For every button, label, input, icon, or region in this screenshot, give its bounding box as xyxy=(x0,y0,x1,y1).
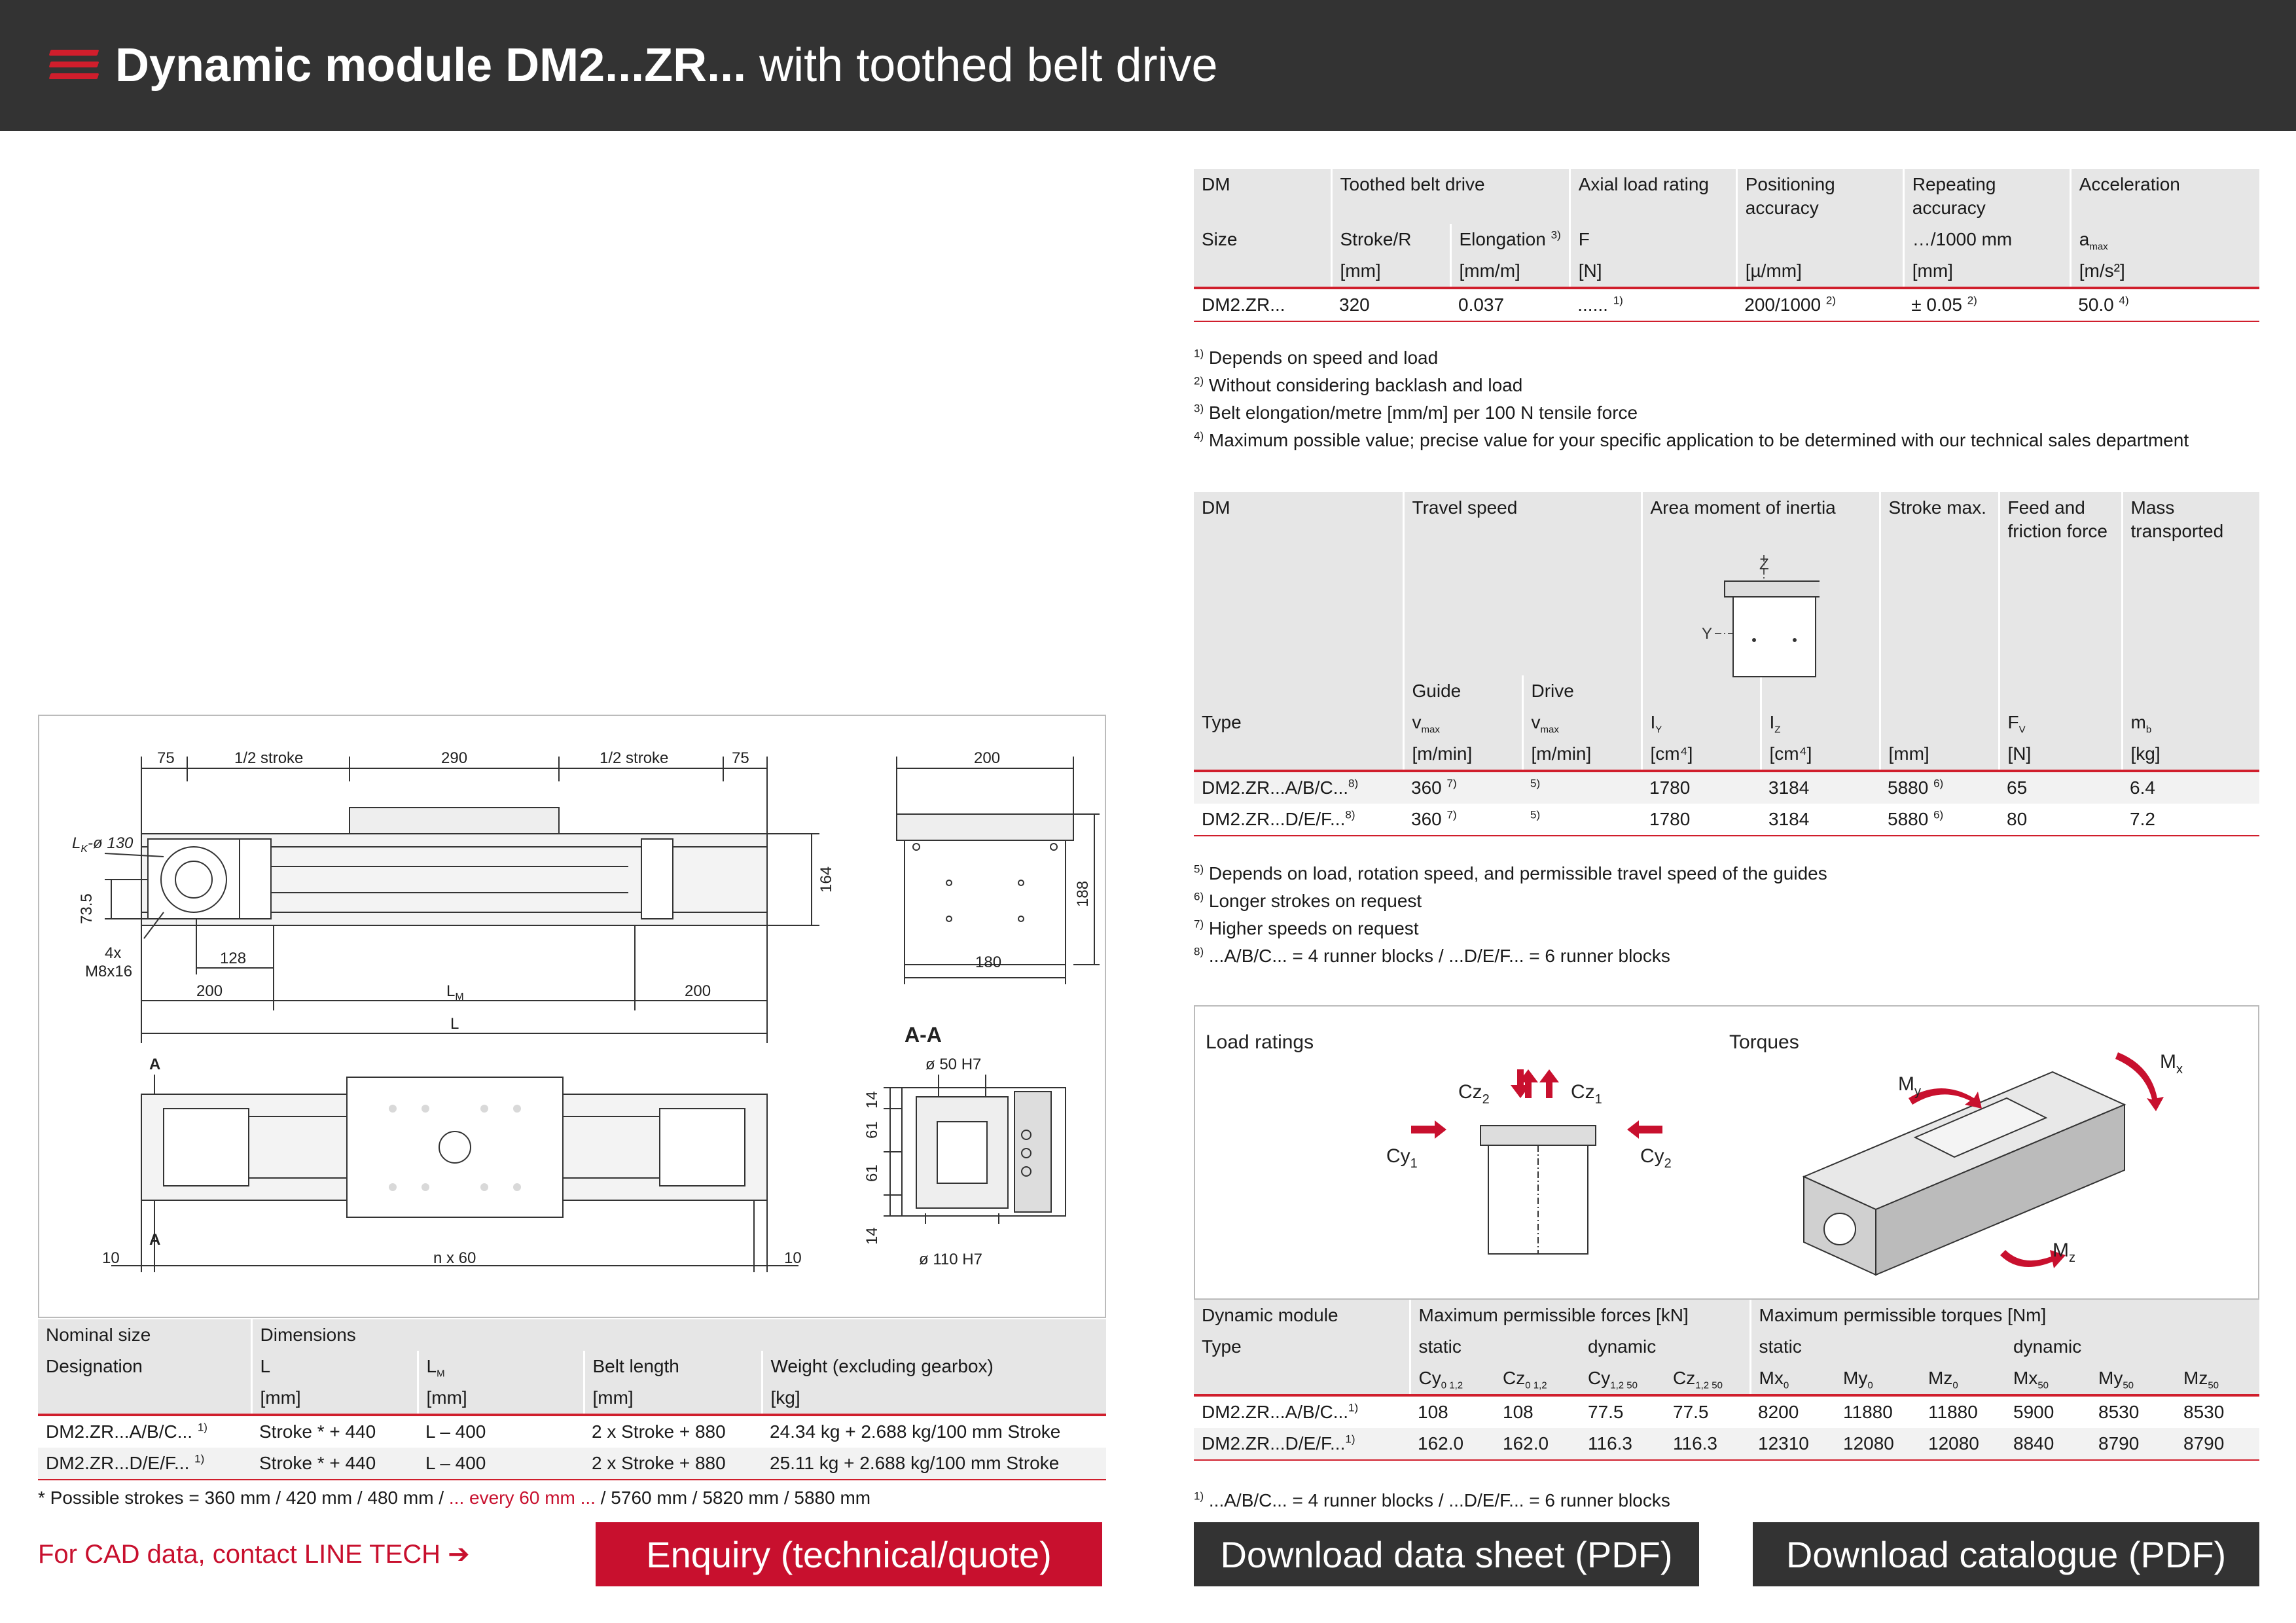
specs-h-blank xyxy=(1736,224,1903,255)
dim-10-right: 10 xyxy=(784,1249,802,1267)
table-row xyxy=(1194,1428,2259,1460)
specs-u-n: [N] xyxy=(1570,255,1736,288)
load-ratings-label: Load ratings xyxy=(1206,1031,1314,1053)
specs-h-size: Size xyxy=(1194,224,1331,255)
footnote: $^{3)}$ Belt elongation/metre [mm/m] per 100 N tensile force xyxy=(1194,402,1638,423)
drawing-svg xyxy=(39,716,1105,1317)
dims-h-weight: Weight (excluding gearbox) xyxy=(762,1351,1106,1382)
speed-h-vdrive: $v_{max}$ xyxy=(1522,707,1641,738)
speed-h-drive: Drive xyxy=(1522,675,1641,707)
technical-drawing xyxy=(38,715,1106,1318)
forces-val: 12080 xyxy=(1835,1428,1920,1460)
dims-h-nominal: Nominal size xyxy=(38,1319,251,1351)
speed-u-guide: [m/min] xyxy=(1403,738,1522,771)
dims-u-weight: [kg] xyxy=(762,1382,1106,1415)
footnote: $^{1)}$ Depends on speed and load xyxy=(1194,347,1439,368)
specs-u-mm: [mm] xyxy=(1331,255,1450,288)
download-datasheet-button[interactable]: Download data sheet (PDF) xyxy=(1194,1522,1699,1586)
speed-table xyxy=(1194,492,2259,836)
forces-type: DM2.ZR...D/E/F...$^{1)}$ xyxy=(1194,1428,1410,1460)
axis-y-label: Y xyxy=(1701,625,1712,643)
inertia-section-icon xyxy=(1702,555,1820,692)
speed-h-guide: Guide xyxy=(1403,675,1522,707)
section-marker-a-bottom: A xyxy=(149,1231,161,1249)
forces-col: $Cz_{1,2 50}$ xyxy=(1665,1363,1750,1395)
dim-61-bottom: 61 xyxy=(863,1164,881,1182)
enquiry-button[interactable]: Enquiry (technical/quote) xyxy=(596,1522,1102,1586)
brand-logo-icon xyxy=(50,50,99,80)
forces-h-maxt: Maximum permissible torques [Nm] xyxy=(1750,1300,2259,1331)
speed-iy: 1780 xyxy=(1641,771,1761,804)
speed-u-fv: [N] xyxy=(1999,738,2122,771)
speed-u-iy: [cm⁴] xyxy=(1641,738,1761,771)
dim-half-stroke-2: 1/2 stroke xyxy=(600,749,669,767)
forces-val: 11880 xyxy=(1843,1402,1893,1422)
forces-val: 116.3 xyxy=(1665,1428,1750,1460)
dims-l: Stroke * + 440 xyxy=(259,1421,376,1442)
dim-l: L xyxy=(450,1015,459,1033)
footnote: $^{6)}$ Longer strokes on request xyxy=(1194,890,1422,911)
dim-200-left: 200 xyxy=(196,982,223,1000)
download-catalogue-button[interactable]: Download catalogue (PDF) xyxy=(1753,1522,2259,1586)
forces-col: $My_{50}$ xyxy=(2090,1363,2176,1395)
dim-290: 290 xyxy=(441,749,468,767)
forces-val: 12310 xyxy=(1750,1428,1835,1460)
speed-stroke: 5880 $^{6)}$ xyxy=(1880,771,1999,804)
dims-weight: 25.11 kg + 2.688 kg/100 mm Stroke xyxy=(762,1448,1106,1480)
specs-h-f: F xyxy=(1570,224,1736,255)
dims-lm: L – 400 xyxy=(425,1421,486,1442)
speed-drive: 5) xyxy=(1522,771,1641,804)
forces-h-static1: static xyxy=(1410,1331,1580,1363)
forces-val: 108 xyxy=(1503,1402,1534,1422)
speed-h-stroke: Stroke max. xyxy=(1880,492,1999,675)
forces-h-dynamic1: dynamic xyxy=(1580,1331,1750,1363)
dim-61-top: 61 xyxy=(863,1121,881,1139)
specs-table xyxy=(1194,169,2259,322)
dim-73-5: 73.5 xyxy=(78,893,96,924)
dimensions-table xyxy=(38,1319,1106,1480)
forces-type: DM2.ZR...A/B/C...$^{1)}$ xyxy=(1202,1401,1359,1422)
forces-val: 11880 xyxy=(1928,1402,1978,1422)
forces-col: $Mz_0$ xyxy=(1920,1363,2005,1395)
speed-h-mb: $m_b$ xyxy=(2122,707,2259,738)
dims-weight: 24.34 kg + 2.688 kg/100 mm Stroke xyxy=(770,1421,1061,1442)
dims-h-designation: Designation xyxy=(38,1351,251,1382)
specs-h-amax: $a_{max}$ xyxy=(2070,224,2259,255)
section-marker-a-top: A xyxy=(149,1056,161,1073)
speed-u-stroke: [mm] xyxy=(1880,738,1999,771)
forces-val: 8200 xyxy=(1758,1402,1799,1422)
dims-h-l: L xyxy=(251,1351,418,1382)
speed-type: DM2.ZR...D/E/F...$^{8)}$ xyxy=(1194,804,1403,836)
cz1-label: $Cz_1$ xyxy=(1571,1081,1602,1107)
mx-label: $M_x$ xyxy=(2160,1051,2183,1077)
forces-note xyxy=(1194,1487,1670,1514)
load-diagram-svg xyxy=(1195,1007,2258,1298)
dim-14-bottom: 14 xyxy=(863,1227,881,1245)
dims-des: DM2.ZR...D/E/F... $^{1)}$ xyxy=(38,1448,251,1480)
forces-val: 77.5 xyxy=(1673,1402,1709,1422)
forces-h-type: Type xyxy=(1194,1331,1410,1363)
specs-h-rep-unit: …/1000 mm xyxy=(1903,224,2070,255)
dims-u-l: [mm] xyxy=(251,1382,418,1415)
dims-u-lm: [mm] xyxy=(418,1382,584,1415)
specs-u-mm2: [mm] xyxy=(1903,255,2070,288)
dim-10-left: 10 xyxy=(102,1249,120,1267)
specs-h-acc: Acceleration xyxy=(2070,169,2259,224)
dims-u-blank xyxy=(38,1382,251,1415)
cy2-label: $Cy_2$ xyxy=(1640,1145,1672,1171)
speed-h-fv: $F_V$ xyxy=(1999,707,2122,738)
dims-h-lm: $L_M$ xyxy=(418,1351,584,1382)
dim-bore-50: ø 50 H7 xyxy=(925,1056,982,1073)
speed-type: DM2.ZR...A/B/C...$^{8)}$ xyxy=(1194,771,1403,804)
forces-col: $Mx_{50}$ xyxy=(2005,1363,2090,1395)
footnote: $^{2)}$ Without considering backlash and load xyxy=(1194,374,1523,395)
forces-col: $My_0$ xyxy=(1835,1363,1920,1395)
specs-h-stroke: Stroke/R xyxy=(1331,224,1450,255)
torques-label: Torques xyxy=(1729,1031,1799,1053)
specs-h-elong: Elongation $^{3)}$ xyxy=(1450,224,1570,255)
table-row xyxy=(38,1415,1106,1448)
speed-fv: 80 xyxy=(1999,804,2122,836)
speed-h-dm: DM xyxy=(1194,492,1403,707)
speed-iz: 3184 xyxy=(1761,804,1880,836)
dim-164: 164 xyxy=(817,866,835,893)
table-row xyxy=(38,1448,1106,1480)
speed-h-area: Area moment of inertia Z Y xyxy=(1641,492,1880,675)
dims-h-dimensions: Dimensions xyxy=(251,1319,1106,1351)
specs-u-blank xyxy=(1194,255,1331,288)
specs-axial: ...... $^{1)}$ xyxy=(1570,288,1736,321)
speed-h-blank5 xyxy=(2122,675,2259,707)
stroke-note: * Possible strokes = 360 mm / 420 mm / 480 mm / ... every 60 mm ... / 5760 mm / 5820 mm / 5880 mm xyxy=(38,1488,871,1508)
speed-iz: 3184 xyxy=(1761,771,1880,804)
forces-col: $Mz_{50}$ xyxy=(2176,1363,2259,1395)
forces-col: $Cy_{1,2 50}$ xyxy=(1580,1363,1665,1395)
forces-val: 8840 xyxy=(2005,1428,2090,1460)
dim-180: 180 xyxy=(975,954,1002,971)
speed-guide: 360 $^{7)}$ xyxy=(1403,771,1522,804)
mz-label: $M_z$ xyxy=(2053,1240,2075,1265)
dims-u-belt: [mm] xyxy=(584,1382,762,1415)
forces-col: $Cy_{0 1,2}$ xyxy=(1410,1363,1495,1395)
speed-mb: 7.2 xyxy=(2122,804,2259,836)
axis-z-label: Z xyxy=(1759,556,1769,573)
dim-75-left: 75 xyxy=(157,749,175,767)
speed-guide: 360 $^{7)}$ xyxy=(1403,804,1522,836)
dims-belt: 2 x Stroke + 880 xyxy=(584,1448,762,1480)
table-row xyxy=(1194,804,2259,836)
forces-val: 8530 xyxy=(2183,1402,2225,1422)
dim-14-top: 14 xyxy=(863,1091,881,1109)
specs-acc: 50.0 $^{4)}$ xyxy=(2070,288,2259,321)
dims-h-belt: Belt length xyxy=(584,1351,762,1382)
forces-h-blank xyxy=(1194,1363,1410,1395)
specs-elong: 0.037 xyxy=(1450,288,1570,321)
table-row xyxy=(1194,771,2259,804)
dims-lm: L – 400 xyxy=(418,1448,584,1480)
specs-h-pos: Positioning accuracy xyxy=(1736,169,1903,224)
forces-val: 77.5 xyxy=(1588,1402,1624,1422)
forces-h-maxf: Maximum permissible forces [kN] xyxy=(1410,1300,1750,1331)
page-header xyxy=(0,0,2296,131)
forces-col: $Mx_0$ xyxy=(1750,1363,1835,1395)
load-diagram-box xyxy=(1194,1005,2259,1300)
speed-iy: 1780 xyxy=(1641,804,1761,836)
dim-n-x-60: n x 60 xyxy=(433,1249,476,1267)
dim-lk: $L_K-ø$ 130 xyxy=(72,834,134,855)
forces-val: 8790 xyxy=(2176,1428,2259,1460)
dim-half-stroke-1: 1/2 stroke xyxy=(234,749,304,767)
dim-200-right: 200 xyxy=(685,982,711,1000)
table-row xyxy=(1194,288,2259,321)
dims-l: Stroke * + 440 xyxy=(251,1448,418,1480)
forces-val: 108 xyxy=(1418,1402,1448,1422)
forces-val: 162.0 xyxy=(1410,1428,1495,1460)
cz2-label: $Cz_2$ xyxy=(1458,1081,1490,1107)
dim-holes: 4x xyxy=(105,944,122,962)
footnote: $^{1)}$ ...A/B/C... = 4 runner blocks / ...D/E/F... = 6 runner blocks xyxy=(1194,1489,1670,1510)
forces-val: 8790 xyxy=(2090,1428,2176,1460)
forces-val: 162.0 xyxy=(1495,1428,1580,1460)
specs-size: DM2.ZR... xyxy=(1194,288,1331,321)
page-title: Dynamic module DM2...ZR... with toothed belt drive xyxy=(115,39,1218,92)
cad-contact-link[interactable]: For CAD data, contact LINE TECH ➔ xyxy=(38,1540,470,1569)
speed-drive: 5) xyxy=(1522,804,1641,836)
dim-lm: $L_M$ xyxy=(446,982,464,1003)
specs-u-mmm: [mm/m] xyxy=(1450,255,1570,288)
specs-h-rep: Repeating accuracy xyxy=(1903,169,2070,224)
dims-belt: 2 x Stroke + 880 xyxy=(592,1421,726,1442)
speed-u-drive: [m/min] xyxy=(1522,738,1641,771)
forces-h-dynamic2: dynamic xyxy=(2005,1331,2259,1363)
dim-m8x16: M8x16 xyxy=(85,963,133,980)
speed-fv: 65 xyxy=(1999,771,2122,804)
dim-188: 188 xyxy=(1074,880,1092,907)
speed-h-blank4 xyxy=(1999,675,2122,707)
forces-val: 116.3 xyxy=(1580,1428,1665,1460)
specs-h-belt: Toothed belt drive xyxy=(1331,169,1570,224)
dims-des: DM2.ZR...A/B/C... $^{1)}$ xyxy=(46,1421,207,1442)
footnote: $^{5)}$ Depends on load, rotation speed, and permissible travel speed of the guides xyxy=(1194,863,1827,883)
dim-75-right: 75 xyxy=(732,749,749,767)
speed-stroke: 5880 $^{6)}$ xyxy=(1880,804,1999,836)
specs-pos: 200/1000 $^{2)}$ xyxy=(1736,288,1903,321)
speed-u-iz: [cm⁴] xyxy=(1761,738,1880,771)
forces-val: 12080 xyxy=(1920,1428,2005,1460)
forces-h-static2: static xyxy=(1750,1331,2005,1363)
forces-table xyxy=(1194,1300,2259,1461)
dim-128: 128 xyxy=(220,950,247,967)
speed-h-blank3 xyxy=(1880,675,1999,707)
footnote: $^{8)}$ ...A/B/C... = 4 runner blocks / ...D/E/F... = 6 runner blocks xyxy=(1194,945,1670,966)
my-label: $M_y$ xyxy=(1898,1073,1921,1099)
specs-h-dm: DM xyxy=(1194,169,1331,224)
specs-u-um: [µ/mm] xyxy=(1736,255,1903,288)
specs-u-ms2: [m/s²] xyxy=(2070,255,2259,288)
speed-h-type: Type xyxy=(1194,707,1403,738)
speed-u-blank xyxy=(1194,738,1403,771)
specs-rep: ± 0.05 $^{2)}$ xyxy=(1903,288,2070,321)
cy1-label: $Cy_1$ xyxy=(1386,1145,1418,1171)
speed-h-vguide: $v_{max}$ xyxy=(1403,707,1522,738)
forces-h-module: Dynamic module xyxy=(1194,1300,1410,1331)
speed-h-feed: Feed and friction force xyxy=(1999,492,2122,675)
specs-stroke: 320 xyxy=(1331,288,1450,321)
footnote: $^{7)}$ Higher speeds on request xyxy=(1194,918,1419,938)
section-label-aa: A-A xyxy=(905,1023,942,1046)
speed-h-travel: Travel speed xyxy=(1403,492,1641,675)
speed-mb: 6.4 xyxy=(2122,771,2259,804)
speed-h-iz: $I_Z$ xyxy=(1761,707,1880,738)
dim-bore-110: ø 110 H7 xyxy=(919,1251,982,1268)
specs-notes xyxy=(1194,344,2189,454)
dim-200-side: 200 xyxy=(974,749,1001,767)
specs-h-axial: Axial load rating xyxy=(1570,169,1736,224)
speed-h-mass: Mass transported xyxy=(2122,492,2259,675)
forces-val: 5900 xyxy=(2013,1402,2054,1422)
dims-note xyxy=(38,1484,870,1512)
forces-val: 8530 xyxy=(2098,1402,2140,1422)
forces-col: $Cz_{0 1,2}$ xyxy=(1495,1363,1580,1395)
speed-u-mb: [kg] xyxy=(2122,738,2259,771)
speed-notes xyxy=(1194,860,1827,970)
speed-h-blank6 xyxy=(1880,707,1999,738)
table-row xyxy=(1194,1395,2259,1428)
speed-h-iy: $I_Y$ xyxy=(1641,707,1761,738)
footnote: $^{4)}$ Maximum possible value; precise value for your specific application to be determined with our technical sales department xyxy=(1194,429,2189,450)
